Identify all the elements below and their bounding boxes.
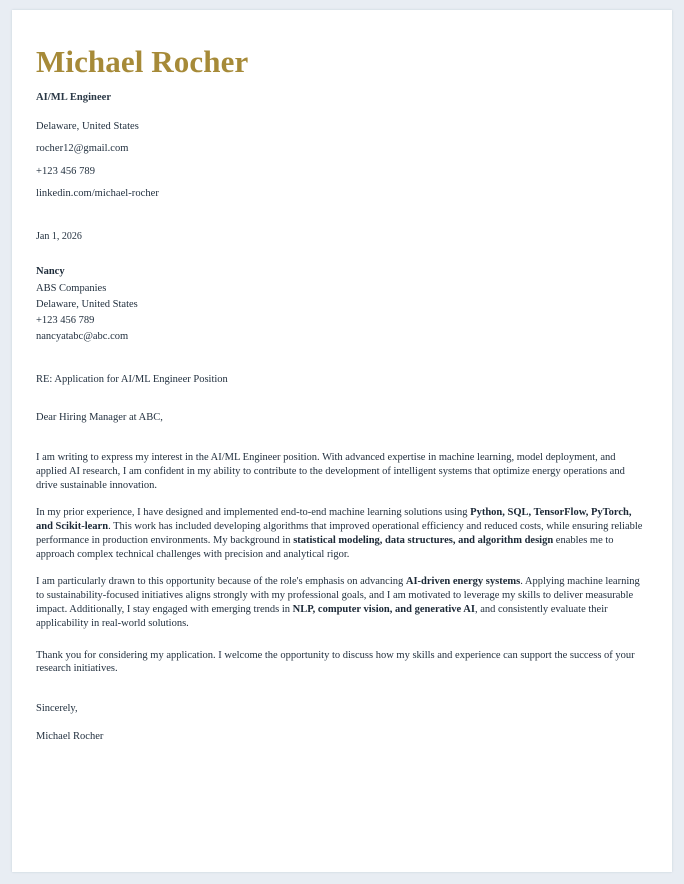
recipient-email[interactable]: nancyatabc@abc.com bbox=[36, 331, 129, 343]
document-page bbox=[12, 10, 672, 872]
paragraph-2-emphasis-tools: Python, SQL, TensorFlow, PyTorch, and Scikit-learn bbox=[36, 506, 632, 532]
letter-date: Jan 1, 2026 bbox=[36, 231, 82, 243]
paragraph-3-emphasis-trends: NLP, computer vision, and generative AI bbox=[292, 603, 475, 615]
recipient-block bbox=[36, 266, 648, 342]
paragraph-3-text-1: I am particularly drawn to this opportunity because of the role's emphasis on advancing bbox=[36, 575, 406, 587]
body-paragraph-3 bbox=[36, 575, 648, 631]
signoff: Sincerely, bbox=[36, 703, 78, 715]
body-paragraph-2 bbox=[36, 506, 648, 562]
sender-linkedin[interactable]: linkedin.com/michael-rocher bbox=[36, 188, 159, 200]
paragraph-3-emphasis-energy: AI-driven energy systems bbox=[405, 575, 521, 587]
paragraph-2-text-2: . This work has included developing algorithms that improved operational efficiency and reduced costs, while ensuring reliable performance in production environments. My background in bbox=[36, 520, 643, 546]
paragraph-2-emphasis-skills: statistical modeling, data structures, and algorithm design bbox=[293, 534, 554, 546]
paragraph-3-text-3: , and consistently evaluate their applicability in real-world solutions. bbox=[36, 603, 608, 629]
letter-header bbox=[36, 46, 648, 199]
recipient-company: ABS Companies bbox=[36, 283, 107, 295]
signature-name: Michael Rocher bbox=[36, 731, 104, 743]
sender-email[interactable]: rocher12@gmail.com bbox=[36, 143, 129, 155]
body-paragraph-1: I am writing to express my interest in the AI/ML Engineer position. With advanced expertise in machine learning, model deployment, and applied AI research, I am confident in my ability to contribute to the development of intelligent systems that optimize energy operations and drive sustainable innovation. bbox=[36, 452, 625, 491]
recipient-location: Delaware, United States bbox=[36, 299, 138, 311]
sender-location: Delaware, United States bbox=[36, 120, 139, 132]
sender-name: Michael Rocher bbox=[36, 44, 249, 79]
recipient-phone: +123 456 789 bbox=[36, 315, 95, 327]
letter-body bbox=[36, 451, 648, 742]
cover-letter-document bbox=[12, 10, 672, 872]
paragraph-2-text-3: enables me to approach complex technical challenges with precision and analytical rigor. bbox=[36, 534, 614, 560]
paragraph-3-text-2: . Applying machine learning to sustainability-focused initiatives aligns strongly with my professional goals, and I am motivated to leverage my skills to deliver measurable impact. Additionally, I stay engaged with emerging trends in bbox=[36, 575, 640, 615]
paragraph-2-text-1: In my prior experience, I have designed and implemented end-to-end machine learning solutions using bbox=[36, 506, 471, 518]
recipient-name: Nancy bbox=[36, 266, 65, 278]
salutation: Dear Hiring Manager at ABC, bbox=[36, 412, 163, 424]
sender-job-title: AI/ML Engineer bbox=[36, 91, 112, 103]
closing-paragraph: Thank you for considering my application. I welcome the opportunity to discuss how my skills and experience can support the success of your research initiatives. bbox=[36, 649, 635, 675]
subject-line: RE: Application for AI/ML Engineer Position bbox=[36, 374, 228, 386]
sender-phone: +123 456 789 bbox=[36, 165, 96, 177]
